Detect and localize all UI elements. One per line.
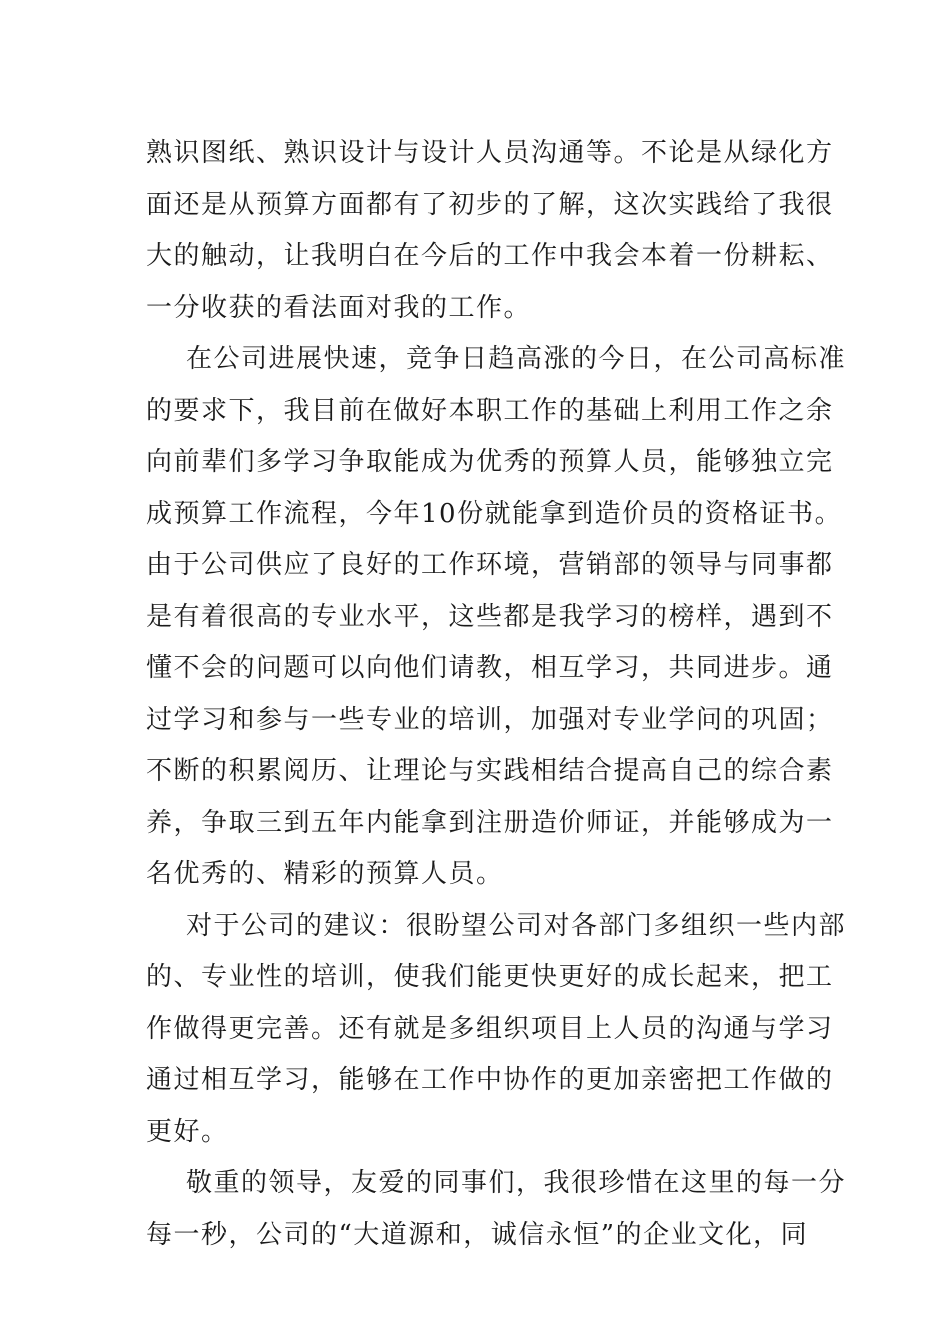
text-line: 懂不会的问题可以向他们请教，相互学习，共同进步。通 [146,653,834,683]
text-line: 大的触动，让我明白在今后的工作中我会本着一份耕耘、 [146,241,834,271]
text-line: 是有着很高的专业水平，这些都是我学习的榜样，遇到不 [146,601,834,632]
paragraph-first-line: 敬重的领导，友爱的同事们，我很珍惜在这里的每一分 [186,1168,847,1198]
text-line: 熟识图纸、熟识设计与设计人员沟通等。不论是从绿化方 [146,138,834,168]
paragraph-first-line: 在公司进展快速，竞争日趋高涨的今日，在公司高标准 [186,344,847,374]
text-line: 面还是从预算方面都有了初步的了解，这次实践给了我很 [146,189,834,220]
text-line: 通过相互学习，能够在工作中协作的更加亲密把工作做的 [146,1065,834,1095]
text-line: 名优秀的、精彩的预算人员。 [146,859,504,889]
paragraph-first-line: 对于公司的建议：很盼望公司对各部门多组织一些内部 [186,910,847,941]
text-line: 每一秒，公司的“大道源和，诚信永恒”的企业文化，同 [146,1219,809,1250]
text-line: 的要求下，我目前在做好本职工作的基础上利用工作之余 [146,395,834,426]
text-line: 的、专业性的培训，使我们能更快更好的成长起来，把工 [146,962,834,992]
text-line: 不断的积累阅历、让理论与实践相结合提高自己的综合素 [146,756,834,786]
text-line: 成预算工作流程，今年10份就能拿到造价员的资格证书。 [146,498,843,529]
text-line: 一分收获的看法面对我的工作。 [146,292,532,323]
text-line: 向前辈们多学习争取能成为优秀的预算人员，能够独立完 [146,447,834,477]
text-line: 养，争取三到五年内能拿到注册造价师证，并能够成为一 [146,807,834,838]
text-line: 过学习和参与一些专业的培训，加强对专业学问的巩固； [146,704,834,735]
text-line: 作做得更完善。还有就是多组织项目上人员的沟通与学习 [146,1013,834,1044]
document-body [146,128,847,1261]
text-line: 由于公司供应了良好的工作环境，营销部的领导与同事都 [146,550,834,580]
text-line: 更好。 [146,1116,229,1147]
